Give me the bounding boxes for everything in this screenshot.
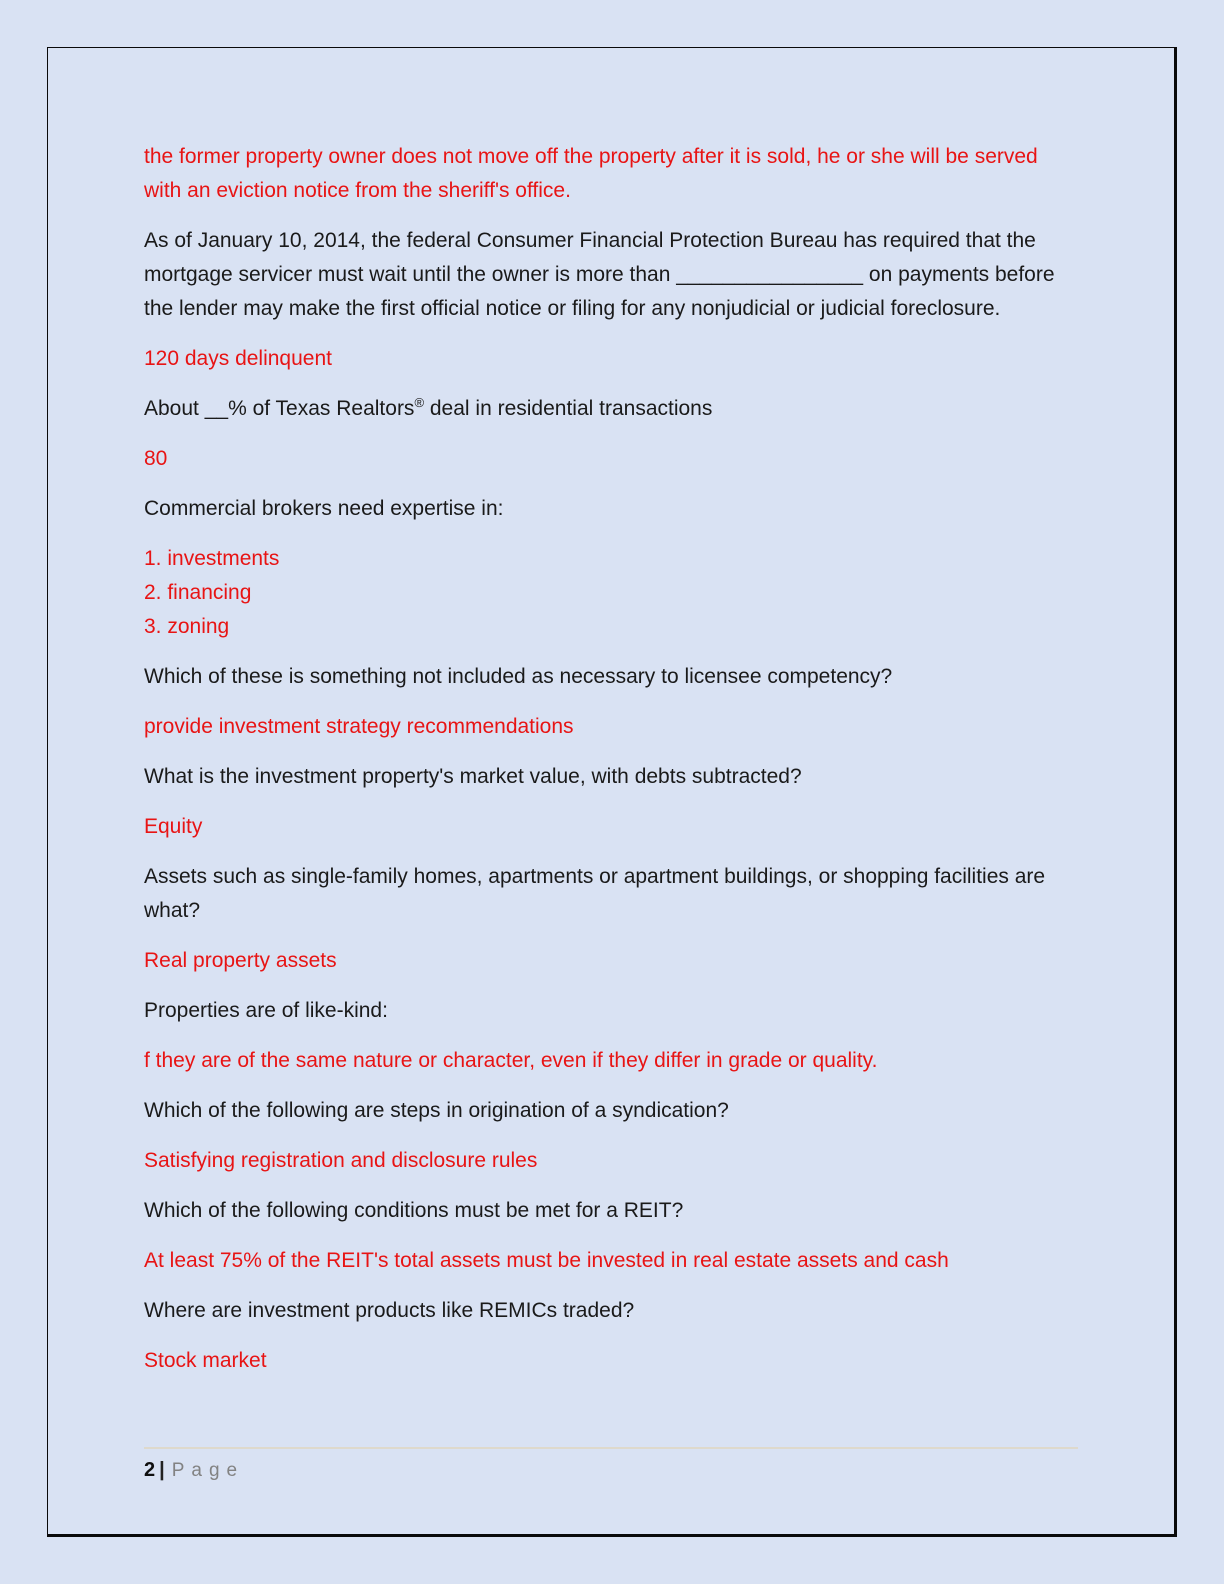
answer-text: Stock market	[144, 1349, 267, 1372]
footer-page-label: Page	[171, 1460, 245, 1481]
footer-separator: |	[159, 1459, 165, 1481]
question-text: Which of these is something not included as necessary to licensee competency?	[144, 665, 893, 688]
footer-divider	[144, 1447, 1078, 1449]
footer-text	[144, 1458, 1078, 1483]
question-text-part: About __% of Texas Realtors	[144, 397, 415, 420]
registered-trademark-symbol: ®	[414, 395, 425, 410]
answer-text: the former property owner does not move off the property after it is sold, he or she will be served with an eviction notice from the sheriff's office.	[144, 145, 1038, 202]
answer-text: 120 days delinquent	[144, 347, 332, 370]
question-text: Properties are of like-kind:	[144, 999, 388, 1022]
question-text: Commercial brokers need expertise in:	[144, 497, 504, 520]
answer-text: Equity	[144, 815, 203, 838]
answer-text: At least 75% of the REIT's total assets must be invested in real estate assets and cash	[144, 1249, 949, 1272]
answer-text: Satisfying registration and disclosure rules	[144, 1149, 538, 1172]
question-text: Where are investment products like REMICs traded?	[144, 1299, 635, 1322]
question-text: Which of the following conditions must be met for a REIT?	[144, 1199, 684, 1222]
question-text	[144, 392, 1078, 426]
answer-list-item: 1. investments	[144, 547, 280, 570]
answer-list-item: 2. financing	[144, 581, 252, 604]
page-footer	[144, 1447, 1078, 1483]
answer-text: provide investment strategy recommendations	[144, 715, 574, 738]
answer-list-item: 3. zoning	[144, 615, 230, 638]
question-text-part: deal in residential transactions	[424, 397, 713, 420]
answer-text: f they are of the same nature or character, even if they differ in grade or quality.	[144, 1049, 878, 1072]
page-number: 2	[144, 1459, 156, 1481]
question-text: As of January 10, 2014, the federal Consumer Financial Protection Bureau has required that the mortgage servicer must wait until the owner is more than ________________ on payments before the lender may make the first official notice or filing for any nonjudicial or judicial foreclosure.	[144, 229, 1055, 320]
question-text: What is the investment property's market value, with debts subtracted?	[144, 765, 802, 788]
document-content	[144, 140, 1078, 1394]
question-text: Which of the following are steps in origination of a syndication?	[144, 1099, 729, 1122]
answer-text: 80	[144, 447, 168, 470]
answer-text: Real property assets	[144, 949, 337, 972]
page-border-frame	[47, 47, 1177, 1537]
question-text: Assets such as single-family homes, apartments or apartment buildings, or shopping facilities are what?	[144, 865, 1046, 922]
